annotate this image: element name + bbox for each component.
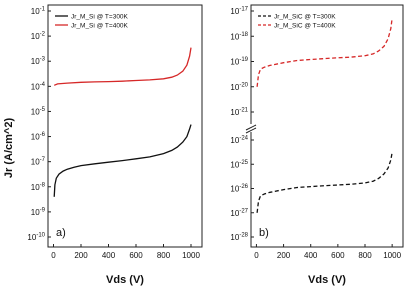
y-tick-label: $10^{-7}$	[30, 157, 45, 167]
y-tick-label: $10^{-27}$	[230, 208, 248, 218]
x-tick-label: 0	[254, 251, 259, 260]
panel-b-series	[257, 19, 392, 213]
panel-b-legend	[258, 14, 336, 30]
panel-a-x-ticks	[51, 244, 200, 260]
panel-a-frame	[48, 5, 202, 247]
y-axis-title: Jr (A/cm^2)	[3, 117, 15, 179]
x-tick-label: 400	[101, 251, 116, 260]
y-tick-label: $10^{-25}$	[230, 159, 248, 170]
y-tick-label: $10^{-5}$	[30, 106, 45, 117]
series-line	[257, 153, 392, 213]
panel-a-legend	[55, 14, 129, 30]
y-tick-label: $10^{-3}$	[30, 56, 45, 67]
panel-a-label: a)	[56, 227, 66, 239]
y-tick-label: $10^{-26}$	[230, 184, 248, 194]
axis-break-marks	[246, 124, 256, 133]
y-tick-label: $10^{-17}$	[230, 6, 248, 16]
y-tick-label: $10^{-4}$	[30, 81, 45, 92]
panel-a-x-axis-title: Vds (V)	[106, 274, 144, 286]
y-tick-label: $10^{-19}$	[230, 57, 248, 67]
y-tick-label: $10^{-1}$	[30, 6, 45, 16]
x-tick-label: 600	[331, 251, 345, 260]
series-line	[54, 48, 191, 86]
y-tick-label: $10^{-9}$	[30, 207, 45, 217]
panel-a-y-ticks	[27, 7, 51, 243]
y-tick-label: $10^{-8}$	[30, 182, 45, 192]
y-tick-label: $10^{-20}$	[230, 82, 248, 92]
x-tick-label: 1000	[383, 251, 402, 260]
legend-label: Jr_M_Si @ T=300K	[71, 13, 128, 21]
legend-label: Jr_M_Si @ T=400K	[71, 22, 128, 30]
x-tick-label: 0	[51, 251, 56, 260]
panel-b-label: b)	[259, 227, 269, 239]
y-tick-label: $10^{-18}$	[230, 31, 248, 42]
legend-label: Jr_M_SiC @ T=300K	[274, 13, 336, 21]
x-tick-label: 600	[129, 251, 143, 260]
x-tick-label: 200	[74, 251, 88, 260]
panel-b-frame	[251, 5, 403, 247]
x-tick-label: 1000	[182, 251, 200, 260]
series-line	[54, 125, 191, 197]
y-tick-label: $10^{-21}$	[230, 107, 248, 117]
x-tick-label: 400	[304, 251, 318, 260]
panel-a-series	[54, 48, 191, 197]
x-tick-label: 800	[156, 251, 171, 260]
panel-b-x-axis-title: Vds (V)	[308, 274, 346, 286]
x-tick-label: 800	[358, 251, 372, 260]
y-tick-label: $10^{-6}$	[30, 132, 45, 142]
y-tick-label: $10^{-24}$	[230, 135, 248, 145]
legend-label: Jr_M_SiC @ T=400K	[274, 22, 336, 30]
y-tick-label: $10^{-2}$	[30, 31, 45, 42]
panel-b	[230, 5, 403, 260]
y-tick-label: $10^{-28}$	[230, 232, 248, 242]
y-tick-label: $10^{-10}$	[27, 232, 45, 242]
panel-a	[27, 5, 202, 260]
x-tick-label: 200	[276, 251, 291, 260]
panel-b-x-ticks	[254, 244, 401, 260]
